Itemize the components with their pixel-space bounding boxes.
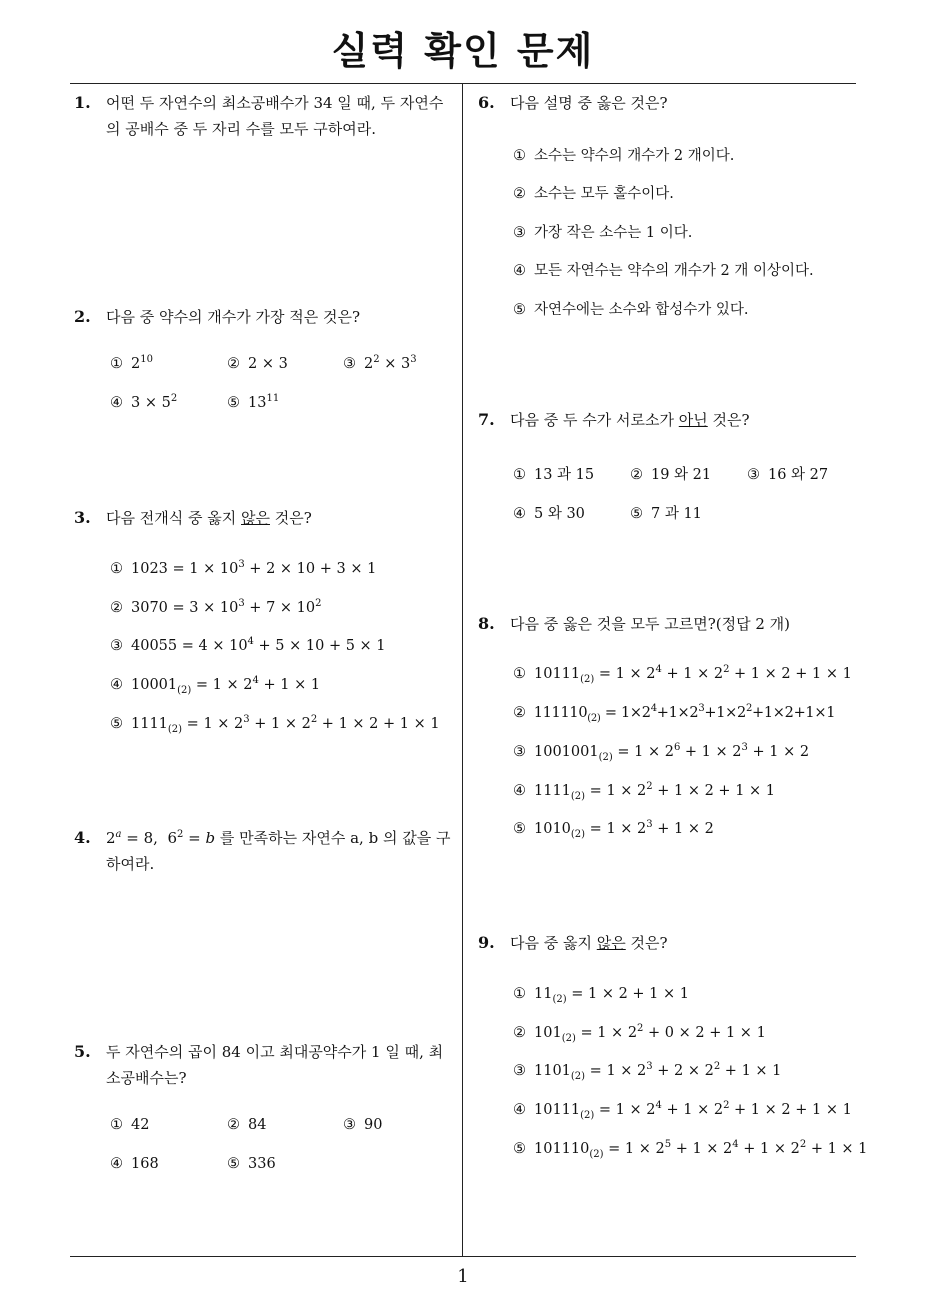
question-number: 6.: [478, 93, 495, 112]
option-1[interactable]: ① $11_{(2)} = 1 \times 2 + 1 \times 1$: [513, 986, 689, 1005]
option-1[interactable]: ① $10111_{(2)} = 1 \times 2^4 + 1 \times 2^2 + 1 \times 2 + 1 \times 1$: [513, 664, 852, 685]
option-2[interactable]: ② $3070 = 3 \times 10^3 + 7 \times 10^2$: [110, 598, 322, 616]
option-2[interactable]: ② 소수는 모두 홀수이다.: [513, 186, 674, 202]
column-divider: [462, 83, 463, 1256]
option-1[interactable]: ① 42: [110, 1117, 150, 1133]
question-text: 어떤 두 자연수의 최소공배수가 34 일 때, 두 자연수의 공배수 중 두 자리 수를 모두 구하여라.: [106, 94, 444, 138]
question-7: [478, 407, 858, 433]
option-2[interactable]: ② 84: [227, 1117, 267, 1133]
option-1[interactable]: ① 13 과 15: [513, 467, 595, 483]
question-number: 2.: [74, 307, 91, 326]
option-3[interactable]: ③ $1001001_{(2)} = 1 \times 2^6 + 1 \times 2^3 + 1 \times 2$: [513, 742, 810, 763]
question-5: [74, 1039, 456, 1091]
header-rule: [70, 83, 856, 84]
option-5[interactable]: ⑤ $101110_{(2)} = 1 \times 2^5 + 1 \times 2^4 + 1 \times 2^2 + 1 \times 1$: [513, 1139, 868, 1160]
question-text: 다음 중 옳은 것을 모두 고르면?(정답 2 개): [510, 615, 791, 633]
question-3: [74, 505, 456, 531]
option-5[interactable]: ⑤ 336: [227, 1156, 276, 1172]
option-3[interactable]: ③ 16 와 27: [747, 467, 829, 483]
option-5[interactable]: ⑤ 자연수에는 소수와 합성수가 있다.: [513, 302, 749, 318]
option-4[interactable]: ④ $1111_{(2)} = 1 \times 2^2 + 1 \times 2 + 1 \times 1$: [513, 781, 776, 802]
option-1[interactable]: ① $2^{10}$: [110, 354, 153, 372]
question-8: [478, 611, 858, 637]
question-number: 4.: [74, 828, 91, 847]
option-5[interactable]: ⑤ $1111_{(2)} = 1 \times 2^3 + 1 \times 2^2 + 1 \times 2 + 1 \times 1$: [110, 714, 440, 735]
page-number: 1: [457, 1266, 469, 1287]
question-number: 9.: [478, 933, 495, 952]
question-text: 두 자연수의 곱이 84 이고 최대공약수가 1 일 때, 최소공배수는?: [106, 1043, 444, 1087]
option-3[interactable]: ③ $40055 = 4 \times 10^4 + 5 \times 10 + 5 \times 1$: [110, 636, 386, 654]
question-text: 다음 중 약수의 개수가 가장 적은 것은?: [106, 308, 361, 326]
question-text: 다음 전개식 중 옳지 않은 것은?: [106, 509, 312, 527]
question-2: [74, 304, 456, 330]
option-3[interactable]: ③ 90: [343, 1117, 383, 1133]
option-2[interactable]: ② $101_{(2)} = 1 \times 2^2 + 0 \times 2 + 1 \times 1$: [513, 1023, 766, 1044]
question-4: [74, 825, 456, 877]
option-5[interactable]: ⑤ $13^{11}$: [227, 393, 280, 411]
option-4[interactable]: ④ $3 \times 5^2$: [110, 393, 178, 411]
option-4[interactable]: ④ 5 와 30: [513, 506, 585, 522]
option-4[interactable]: ④ $10001_{(2)} = 1 \times 2^4 + 1 \times 1$: [110, 675, 321, 696]
question-text: 다음 설명 중 옳은 것은?: [510, 94, 668, 112]
question-6: [478, 90, 858, 116]
option-2[interactable]: ② 19 와 21: [630, 467, 712, 483]
option-1[interactable]: ① $1023 = 1 \times 10^3 + 2 \times 10 + 3 \times 1$: [110, 559, 377, 577]
option-5[interactable]: ⑤ 7 과 11: [630, 506, 702, 522]
footer-rule: [70, 1256, 856, 1257]
option-4[interactable]: ④ $10111_{(2)} = 1 \times 2^4 + 1 \times 2^2 + 1 \times 2 + 1 \times 1$: [513, 1100, 852, 1121]
option-4[interactable]: ④ 168: [110, 1156, 159, 1172]
option-3[interactable]: ③ $1101_{(2)} = 1 \times 2^3 + 2 \times 2^2 + 1 \times 1$: [513, 1061, 782, 1082]
question-number: 8.: [478, 614, 495, 633]
option-3[interactable]: ③ $2^2 \times 3^3$: [343, 354, 417, 372]
option-1[interactable]: ① 소수는 약수의 개수가 2 개이다.: [513, 148, 735, 164]
option-5[interactable]: ⑤ $1010_{(2)} = 1 \times 2^3 + 1 \times 2$: [513, 819, 714, 840]
question-number: 3.: [74, 508, 91, 527]
option-2[interactable]: ② $111110_{(2)} = 1\times 2^4+1\times 2^3+1\times 2^2+1\times 2+1\times 1$: [513, 703, 836, 724]
option-3[interactable]: ③ 가장 작은 소수는 1 이다.: [513, 225, 693, 241]
question-text: 다음 중 옳지 않은 것은?: [510, 934, 668, 952]
option-2[interactable]: ② 2 × 3: [227, 356, 288, 372]
question-text: $2^a = 8$, $6^2 = b$ 를 만족하는 자연수 a, b 의 값을 구하여라.: [106, 829, 451, 873]
question-text: 다음 중 두 수가 서로소가 아닌 것은?: [510, 411, 750, 429]
question-number: 5.: [74, 1042, 91, 1061]
question-number: 1.: [74, 93, 91, 112]
question-9: [478, 930, 858, 956]
page-title: 실력 확인 문제: [331, 29, 595, 73]
option-4[interactable]: ④ 모든 자연수는 약수의 개수가 2 개 이상이다.: [513, 263, 814, 279]
question-1: [74, 90, 456, 142]
question-number: 7.: [478, 410, 495, 429]
